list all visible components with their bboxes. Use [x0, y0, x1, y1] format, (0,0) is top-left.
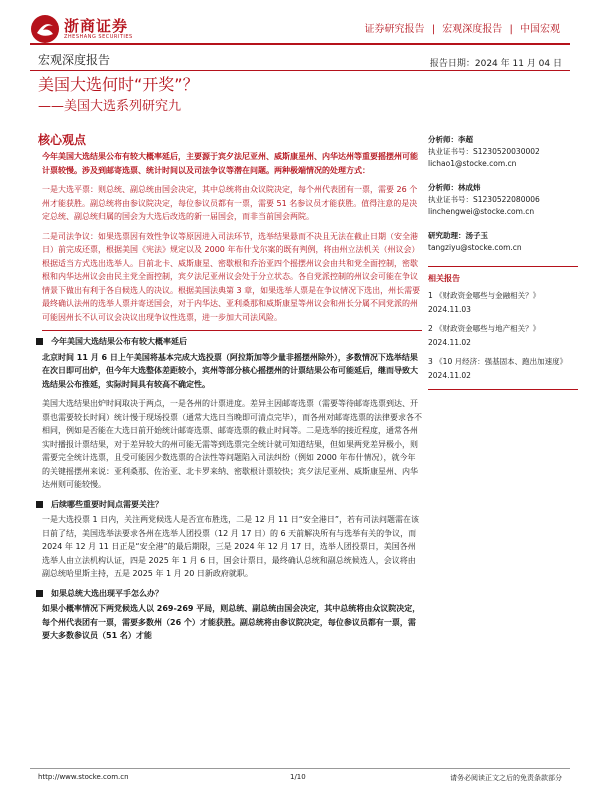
title-divider [30, 70, 570, 71]
logo-text: 浙商证券 [64, 17, 129, 35]
analyst-name: 李超 [458, 135, 473, 144]
related-report-date: 2024.11.03 [428, 305, 471, 314]
bullet-heading-text: 今年美国大选结果公布有较大概率延后 [51, 337, 187, 346]
page-subtitle: ——美国大选系列研究九 [38, 99, 182, 114]
bullet-heading-3 [36, 587, 422, 601]
page-title: 美国大选何时“开奖”？ [38, 75, 199, 94]
bullet-heading-2 [36, 498, 422, 512]
body-paragraph: 北京时间 11 月 6 日上午美国将基本完成大选投票（阿拉斯加等少量非摇摆州除外），多数情况下选举结果在次日即可出炉，但今年大选整体差距较小，宾州等部分核心摇摆州的计票结果公布可能延后，继而导致大选结果公布推延，实际时间具有较高不确定性。 [42, 352, 418, 389]
related-report-number: 1 [428, 291, 433, 300]
footer-url[interactable]: http://www.stocke.com.cn [38, 773, 129, 781]
company-logo [30, 12, 170, 46]
body-paragraph: 一是大选投票 1 日内，关注两党候选人是否宣布胜选，二是 12 月 11 日“安全港日”，若有司法问题需在该日前了结，美国选举法要求各州在选举人团投票（12 月 17 日）的 6 天前解决所有与选举有关的争议，而 2024 年 12 月 11 日正是“安全港”的最后期限，三是 2024 年 12 月 17 日，选举人团投票日，美国各州选举人由立法机构认证，四是 2025 年 1 月 6 日，国会计票日，最终确认总统和副总统候选人，会议将由副总统哈里斯主持，五是 2025 年 1 月 20 日新政府就职。 [42, 515, 419, 578]
header-separator: | [431, 24, 436, 35]
sidebar-divider [428, 266, 578, 267]
header-link-macro-depth: 宏观深度报告 [442, 24, 503, 35]
header-separator: | [509, 24, 513, 35]
analyst-label: 分析师： [428, 183, 458, 192]
analyst-email[interactable]: lichao1@stocke.com.cn [428, 159, 517, 168]
report-date: 报告日期：2024 年 11 月 04 日 [429, 59, 562, 69]
bullet-heading-1 [36, 335, 422, 349]
related-report-item[interactable] [428, 322, 578, 350]
main-content [42, 150, 422, 649]
bullet-heading-text: 如果总统大选出现平手怎么办？ [51, 588, 163, 598]
analyst-cert: 执业证书号：S1230522080006 [428, 195, 540, 204]
related-report-item[interactable] [428, 289, 578, 317]
analyst-card [428, 134, 578, 170]
assistant-name: 汤子玉 [465, 231, 488, 240]
footer-disclaimer: 请务必阅读正文之后的免责条款部分 [450, 774, 562, 782]
related-reports-title: 相关报告 [428, 274, 460, 283]
analyst-cert: 执业证书号：S1230520030002 [428, 147, 540, 156]
header-link-research: 证券研究报告 [364, 24, 425, 35]
sidebar [428, 134, 578, 396]
analyst-card [428, 182, 578, 218]
body-paragraph: 美国大选结果出炉时间取决于两点，一是各州的计票进度。差异主因邮寄选票（需要等待邮寄选票到达、开票也需要较长时间）统计慢于现场投票（通常大选日当晚即可清点完毕），而各州对邮寄选票的法律要求各不相同，例如是否能在大选日前开始统计邮寄选票、邮寄选票的截止时间等。二是选举的接近程度，通常各州实时播报计票结果，对于差异较大的州可能无需等到选票完全统计就可知道结果，但如果两党差异极小，则需要完全统计选票，且受可能因少数选票的合法性等问题陷入司法纠纷（例如 2000 年布什情况），就今年的关键摇摆州来说：亚利桑那、佐治亚、北卡罗来纳、密歇根计票较快；宾夕法尼亚州、威斯康星州、内华达州则可能较慢。 [42, 399, 422, 489]
bullet-square-icon [36, 590, 43, 597]
footer-divider [30, 768, 570, 769]
header-breadcrumb [363, 20, 563, 35]
related-report-number: 2 [428, 324, 433, 333]
related-report-item[interactable] [428, 355, 578, 383]
related-report-title: 《10 月经济：强基固本、跑出加速度》 [435, 357, 568, 366]
related-report-title: 《财政资金哪些与地产相关？》 [435, 324, 541, 333]
core-paragraph-1: 今年美国大选结果公布有较大概率延后，主要源于宾夕法尼亚州、威斯康星州、内华达州等重要摇摆州可能计票较慢。涉及到邮寄选票、统计时间以及司法争议等潜在问题。两种极端情况的处理方式： [42, 152, 418, 175]
bullet-square-icon [36, 338, 43, 345]
logo-text-en: ZHESHANG SECURITIES [64, 34, 133, 40]
assistant-label: 研究助理： [428, 231, 466, 240]
analyst-label: 分析师： [428, 135, 458, 144]
core-paragraph-3: 二是司法争议：如果选票因有效性争议等原因进入司法环节，选举结果悬而不决且无法在截止日期（安全港日）前完成还票，根据美国《宪法》规定以及 2000 年布什戈尔案的既有判例，将由州立法机关（州议会）根据适当方式选出选举人。目前北卡、威斯康星、密歇根和乔治亚四个摇摆州议会由共和党全面控制，密歇根和内华达州议会由民主党全面控制，宾夕法尼亚州议会处于分立状态。各自党派控制的州议会可能在争议情景下做出有利于各自候选人的决议。根据美国法典第 3 章，如果选举人票是在争议情况下选出，州长需要最终确认法州的选举人票并寄送国会，对于内华达、亚利桑那和威斯康星等州议会和州长分属不同党派的州可能因州长不认可议会决议出现争议性选票，进一步加大司法风险。 [42, 231, 421, 322]
sidebar-divider [428, 389, 578, 390]
assistant-email[interactable]: tangziyu@stocke.com.cn [428, 243, 522, 252]
section-divider [42, 330, 422, 331]
analyst-name: 林成炜 [458, 183, 481, 192]
analyst-email[interactable]: linchengwei@stocke.com.cn [428, 207, 535, 216]
bullet-square-icon [36, 501, 43, 508]
section-title: 核心观点 [38, 133, 87, 147]
assistant-card [428, 230, 578, 254]
related-report-number: 3 [428, 357, 433, 366]
header-divider [30, 43, 570, 45]
related-report-title: 《财政资金哪些与金融相关？》 [435, 291, 541, 300]
core-paragraph-2: 一是大选平票：则总统、副总统由国会决定，其中总统将由众议院决定，每个州代表团有一票，需要 26 个州才能获胜。副总统将由参议院决定，每位参议员都有一票，需要 51 名参议员才能获胜。值得注意的是决定总统、副总统归属的国会为大选后改选的新一届国会，而非当前国会两院。 [42, 185, 418, 221]
body-paragraph: 如果小概率情况下两党候选人以 269-269 平局，则总统、副总统由国会决定，其中总统将由众议院决定，每个州代表团有一票，需要多数州（26 个）才能获胜。副总统将由参议院决定，每位参议员都有一票，需要大多数参议员（51 名）才能 [42, 604, 421, 640]
logo-icon [30, 14, 60, 44]
bullet-heading-text: 后续哪些重要时间点需要关注？ [51, 499, 163, 509]
report-type: 宏观深度报告 [38, 53, 111, 67]
page-number: 1/10 [290, 773, 306, 781]
related-report-date: 2024.11.02 [428, 338, 471, 347]
header-link-china-macro: 中国宏观 [520, 24, 560, 35]
related-report-date: 2024.11.02 [428, 371, 471, 380]
